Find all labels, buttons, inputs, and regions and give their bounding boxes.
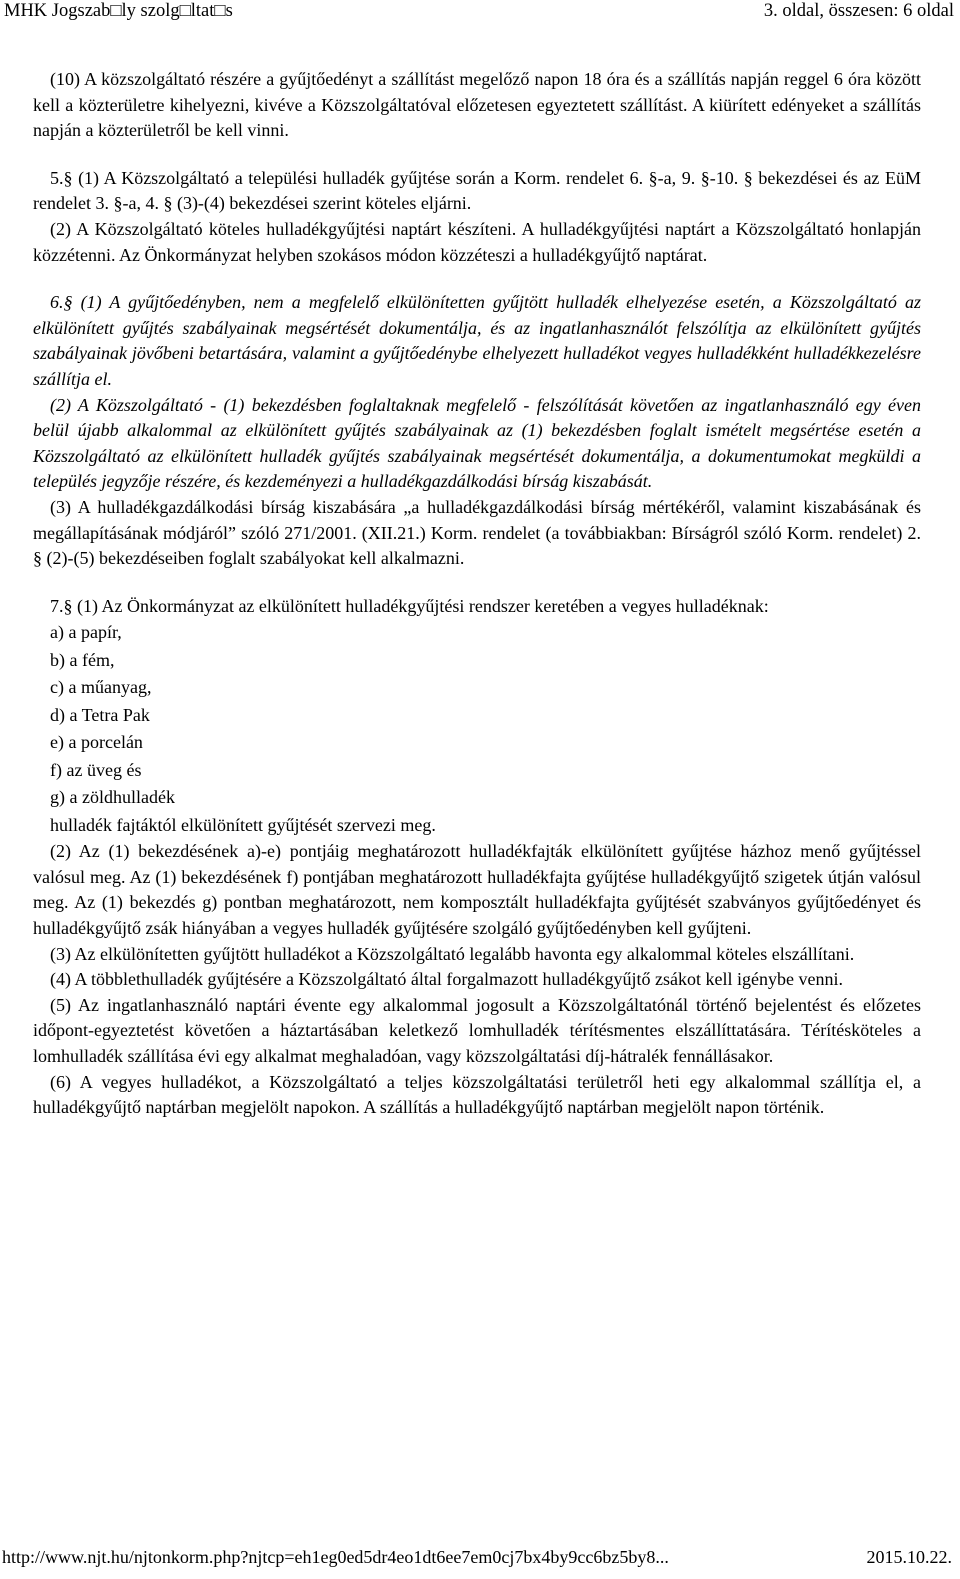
section-7-paragraph-5: (5) Az ingatlanhasználó naptári évente egy alkalommal jogosult a Közszolgáltatónál történő bejelentést és előzetes időpont-egyeztetést követően a háztartásában keletkező lomhulladék térítésmentes elszállíttatására. Térítésköteles a lomhulladék szállítása évi egy alkalmat meghaladóan, vagy közszolgáltatási díj-hátralék fennállásakor. xyxy=(33,994,921,1067)
list-tail: hulladék fajtáktól elkülönített gyűjtését szervezi meg. xyxy=(50,814,436,835)
list-item: a) a papír, xyxy=(50,622,122,643)
list-item: e) a porcelán xyxy=(50,732,143,753)
section-6-paragraph-3: (3) A hulladékgazdálkodási bírság kiszabására „a hulladékgazdálkodási bírság mértékéről, valamint kiszabásának és megállapításának módjáról” szóló 271/2001. (XII.21.) Korm. rendelet (a továbbiakban: Bírságról szóló Korm. rendelet) 2. § (2)-(5) bekezdéseiben foglalt szabályokat kell alkalmazni. xyxy=(33,496,921,569)
paragraph-4-10: (10) A közszolgáltató részére a gyűjtőedényt a szállítást megelőző napon 18 óra és a szállítás napján reggel 6 óra között kell a közterületre kihelyezni, kivéve a Közszolgáltatóval előzetesen egyeztetett szállítást. A kiürített edényeket a szállítás napján a közterületről be kell vinni. xyxy=(33,69,921,141)
list-item: b) a fém, xyxy=(50,649,115,670)
header-title: MHK Jogszab□ly szolg□ltat□s xyxy=(4,1,233,21)
section-7-paragraph-4: (4) A többlethulladék gyűjtésére a Közszolgáltató által forgalmazott hulladékgyűjtő zsákot kell igénybe venni. xyxy=(50,969,843,990)
section-7-paragraph-6: (6) A vegyes hulladékot, a Közszolgáltató a teljes közszolgáltatási területről heti egy alkalommal szállítja el, a hulladékgyűjtő naptárban megjelölt napokon. A szállítás a hulladékgyűjtő naptárban megjelölt napon történik. xyxy=(33,1071,921,1118)
section-7-paragraph-2: (2) Az (1) bekezdésének a)-e) pontjáig meghatározott hulladékfajták elkülönített gyűjtése házhoz menő gyűjtéssel valósul meg. Az (1) bekezdésének f) pontjában meghatározott hulladékfajta gyűjtése hulladékgyűjtő szigetek útján valósul meg. Az (1) bekezdés g) pontban meghatározott, nem komposztált hulladékfajta gyűjtését szabványos gyűjtőedényet és hulladékgyűjtő zsák hiányában a vegyes hulladék gyűjtésére szolgáló gyűjtőedényben kell gyűjteni. xyxy=(33,841,921,939)
section-5-paragraph-2: (2) A Közszolgáltató köteles hulladékgyűjtési naptárt készíteni. A hulladékgyűjtési naptárt a Közszolgáltató honlapján közzétenni. Az Önkormányzat helyben szokásos módon közzéteszi a hulladékgyűjtő naptárat. xyxy=(33,218,921,265)
section-5-paragraph-1: 5.§ (1) A Közszolgáltató a települési hulladék gyűjtése során a Korm. rendelet 6. §-a, 9. §-10. § bekezdései és az EüM rendelet 3. §-a, 4. § (3)-(4) bekezdései szerint köteles eljárni. xyxy=(33,167,921,214)
print-date: 2015.10.22. xyxy=(866,1547,952,1567)
document-body xyxy=(33,67,921,1121)
page-counter: 3. oldal, összesen: 6 oldal xyxy=(763,1,954,21)
section-7-paragraph-1: 7.§ (1) Az Önkormányzat az elkülönített hulladékgyűjtési rendszer keretében a vegyes hulladéknak: xyxy=(50,595,769,616)
list-item: c) a műanyag, xyxy=(50,677,152,698)
section-7-paragraph-3: (3) Az elkülönítetten gyűjtött hulladékot a Közszolgáltató legalább havonta egy alkalommal köteles elszállítani. xyxy=(50,943,855,964)
section-6-paragraph-1: 6.§ (1) A gyűjtőedényben, nem a megfelelő elkülönítetten gyűjtött hulladék elhelyezése esetén, a Közszolgáltató az elkülönített gyűjtés szabályainak megsértését dokumentálja, és az ingatlanhasználót felszólítja az elkülönített gyűjtés szabályainak jövőbeni betartására, valamint a gyűjtőedénybe elhelyezett hulladékot vegyes hulladékként hulladékkezelésre szállítja el. xyxy=(33,292,921,389)
list-item: f) az üveg és xyxy=(50,759,142,780)
page-footer xyxy=(2,1545,952,1571)
waste-type-list xyxy=(33,619,921,812)
page-header xyxy=(4,0,954,26)
list-item: d) a Tetra Pak xyxy=(50,704,150,725)
source-url[interactable]: http://www.njt.hu/njtonkorm.php?njtcp=eh1eg0ed5dr4eo1dt6ee7em0cj7bx4by9cc6bz5by8... xyxy=(2,1547,669,1567)
list-item: g) a zöldhulladék xyxy=(50,787,175,808)
section-6-paragraph-2: (2) A Közszolgáltató - (1) bekezdésben foglaltaknak megfelelő - felszólítását követően az ingatlanhasználó egy éven belül újabb alkalommal az elkülönített gyűjtés szabályainak az (1) bekezdésben foglalt ismételt megsértése esetén a Közszolgáltató az elkülönített hulladék gyűjtés szabályainak megsértését dokumentálja, a dokumentumokat megküldi a település jegyzője részére, és kezdeményezi a hulladékgazdálkodási bírság kiszabását. xyxy=(33,394,921,492)
